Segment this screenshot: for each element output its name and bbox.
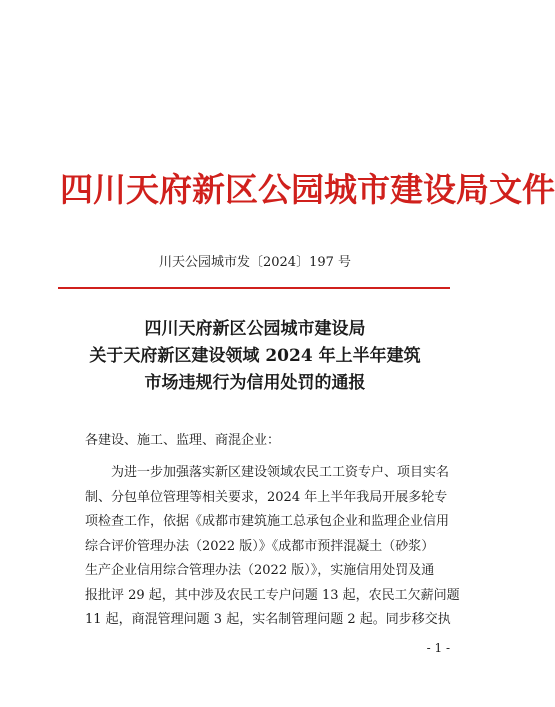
body-line-4: 综合评价管理办法（2022 版）》《成都市预拌混凝土（砂浆） bbox=[85, 538, 435, 554]
title-line-2: 关于天府新区建设领域 2024 年上半年建筑 bbox=[89, 346, 421, 366]
body-paragraph bbox=[85, 461, 460, 633]
red-divider-line bbox=[58, 287, 450, 289]
body-line-5: 生产企业信用综合管理办法（2022 版）》，实施信用处罚及通 bbox=[85, 563, 435, 578]
title-line-1: 四川天府新区公园城市建设局 bbox=[144, 319, 366, 339]
salutation: 各建设、施工、监理、商混企业： bbox=[85, 433, 281, 448]
body-line-6: 报批评 29 起，其中涉及农民工专户问题 13 起，农民工欠薪问题 bbox=[85, 587, 460, 603]
body-line-2: 制、分包单位管理等相关要求，2024 年上半年我局开展多轮专 bbox=[85, 489, 448, 505]
page-number: - 1 - bbox=[426, 641, 450, 655]
document-number: 川天公园城市发〔2024〕197 号 bbox=[158, 255, 352, 270]
body-line-7: 11 起，商混管理问题 3 起，实名制管理问题 2 起。同步移交执 bbox=[85, 612, 451, 627]
title-line-3: 市场违规行为信用处罚的通报 bbox=[144, 373, 366, 393]
body-line-1: 为进一步加强落实新区建设领域农民工工资专户、项目实名 bbox=[111, 465, 450, 480]
notice-title bbox=[60, 316, 450, 397]
body-line-3: 项检查工作，依据《成都市建筑施工总承包企业和监理企业信用 bbox=[85, 514, 450, 529]
issuer-header-title: 四川天府新区公园城市建设局文件 bbox=[60, 170, 555, 209]
